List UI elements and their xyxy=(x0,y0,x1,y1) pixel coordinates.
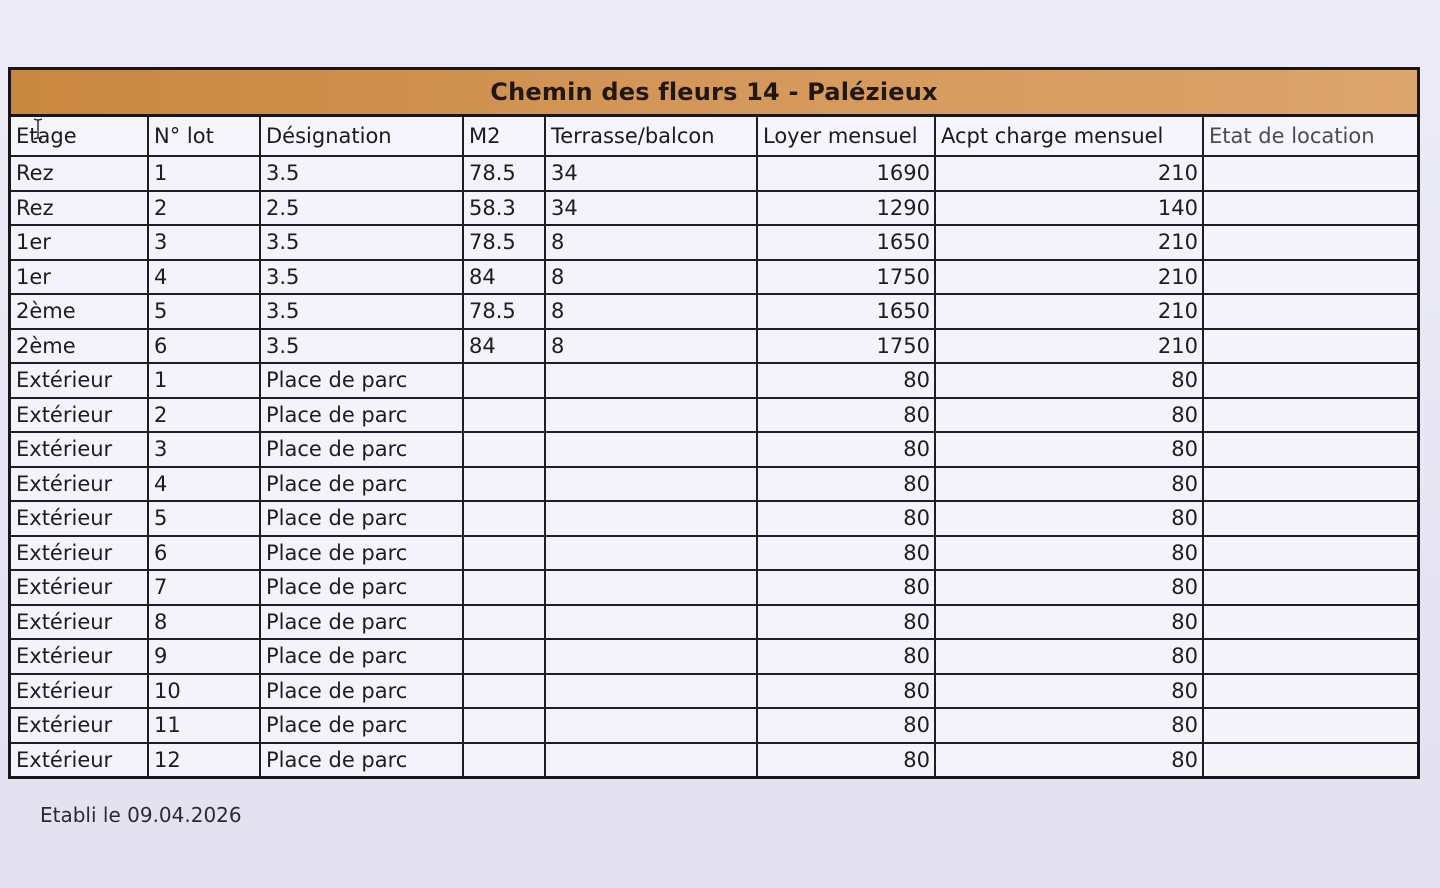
cell-m2[interactable] xyxy=(463,570,545,605)
cell-designation[interactable]: Place de parc xyxy=(260,639,463,674)
cell-m2[interactable]: 84 xyxy=(463,260,545,295)
cell-m2[interactable] xyxy=(463,674,545,709)
cell-charge[interactable]: 80 xyxy=(935,363,1203,398)
cell-etat[interactable] xyxy=(1203,639,1417,674)
cell-loyer[interactable]: 80 xyxy=(757,467,935,502)
table-body xyxy=(11,156,1417,776)
cell-etage[interactable]: 2ème xyxy=(11,329,148,364)
cell-lot[interactable]: 8 xyxy=(148,605,260,640)
cell-m2[interactable]: 78.5 xyxy=(463,225,545,260)
cell-etat[interactable] xyxy=(1203,156,1417,191)
cell-etage[interactable]: Extérieur xyxy=(11,363,148,398)
table-row xyxy=(11,398,1417,433)
cell-terrasse[interactable]: 8 xyxy=(545,260,757,295)
cell-charge[interactable]: 80 xyxy=(935,708,1203,743)
table-row xyxy=(11,156,1417,191)
cell-designation[interactable]: Place de parc xyxy=(260,363,463,398)
cell-etat[interactable] xyxy=(1203,501,1417,536)
cell-lot[interactable]: 11 xyxy=(148,708,260,743)
cell-terrasse[interactable] xyxy=(545,743,757,777)
table-row xyxy=(11,260,1417,295)
cell-m2[interactable] xyxy=(463,501,545,536)
cell-charge[interactable]: 210 xyxy=(935,260,1203,295)
cell-designation[interactable]: 3.5 xyxy=(260,156,463,191)
table-row xyxy=(11,294,1417,329)
cell-etat[interactable] xyxy=(1203,191,1417,226)
header-designation[interactable]: Désignation xyxy=(260,117,463,156)
cell-etage[interactable]: Extérieur xyxy=(11,674,148,709)
cell-loyer[interactable]: 80 xyxy=(757,605,935,640)
cell-charge[interactable]: 80 xyxy=(935,674,1203,709)
cell-designation[interactable]: Place de parc xyxy=(260,674,463,709)
cell-loyer[interactable]: 80 xyxy=(757,743,935,777)
cell-etat[interactable] xyxy=(1203,570,1417,605)
cell-designation[interactable]: Place de parc xyxy=(260,743,463,777)
cell-etat[interactable] xyxy=(1203,398,1417,433)
cell-etage[interactable]: Rez xyxy=(11,191,148,226)
cell-etage[interactable]: Extérieur xyxy=(11,398,148,433)
cell-charge[interactable]: 80 xyxy=(935,501,1203,536)
cell-designation[interactable]: Place de parc xyxy=(260,708,463,743)
cell-m2[interactable]: 58.3 xyxy=(463,191,545,226)
cell-charge[interactable]: 80 xyxy=(935,570,1203,605)
cell-loyer[interactable]: 80 xyxy=(757,432,935,467)
cell-loyer[interactable]: 1650 xyxy=(757,294,935,329)
table-row xyxy=(11,708,1417,743)
cell-loyer[interactable]: 1750 xyxy=(757,329,935,364)
cell-terrasse[interactable] xyxy=(545,605,757,640)
cell-terrasse[interactable] xyxy=(545,570,757,605)
cell-lot[interactable]: 12 xyxy=(148,743,260,777)
cell-etage[interactable]: Extérieur xyxy=(11,639,148,674)
cell-terrasse[interactable] xyxy=(545,398,757,433)
cell-loyer[interactable]: 1290 xyxy=(757,191,935,226)
header-etat[interactable]: Etat de location xyxy=(1203,117,1417,156)
cell-terrasse[interactable] xyxy=(545,467,757,502)
table-row xyxy=(11,432,1417,467)
cell-loyer[interactable]: 1650 xyxy=(757,225,935,260)
cell-m2[interactable] xyxy=(463,363,545,398)
cell-lot[interactable]: 4 xyxy=(148,467,260,502)
cell-terrasse[interactable] xyxy=(545,432,757,467)
cell-loyer[interactable]: 80 xyxy=(757,570,935,605)
cell-lot[interactable]: 3 xyxy=(148,225,260,260)
cell-terrasse[interactable] xyxy=(545,363,757,398)
cell-loyer[interactable]: 80 xyxy=(757,501,935,536)
cell-etage[interactable]: 2ème xyxy=(11,294,148,329)
cell-designation[interactable]: Place de parc xyxy=(260,501,463,536)
cell-terrasse[interactable]: 34 xyxy=(545,156,757,191)
cell-charge[interactable]: 210 xyxy=(935,156,1203,191)
cell-etat[interactable] xyxy=(1203,329,1417,364)
cell-lot[interactable]: 2 xyxy=(148,398,260,433)
cell-etage[interactable]: Extérieur xyxy=(11,708,148,743)
cell-designation[interactable]: 3.5 xyxy=(260,329,463,364)
cell-etat[interactable] xyxy=(1203,743,1417,777)
cell-etage[interactable]: Extérieur xyxy=(11,605,148,640)
header-lot[interactable]: N° lot xyxy=(148,117,260,156)
cell-etage[interactable]: Extérieur xyxy=(11,743,148,777)
cell-designation[interactable]: 3.5 xyxy=(260,260,463,295)
cell-loyer[interactable]: 80 xyxy=(757,363,935,398)
table-row xyxy=(11,501,1417,536)
cell-etat[interactable] xyxy=(1203,605,1417,640)
header-charge[interactable]: Acpt charge mensuel xyxy=(935,117,1203,156)
header-etage[interactable]: Etage xyxy=(11,117,148,156)
cell-lot[interactable]: 10 xyxy=(148,674,260,709)
cell-designation[interactable]: 3.5 xyxy=(260,225,463,260)
cell-etat[interactable] xyxy=(1203,708,1417,743)
cell-etage[interactable]: Extérieur xyxy=(11,432,148,467)
cell-lot[interactable]: 5 xyxy=(148,294,260,329)
table-row xyxy=(11,605,1417,640)
cell-etat[interactable] xyxy=(1203,260,1417,295)
table-title: Chemin des fleurs 14 - Palézieux xyxy=(11,70,1417,117)
cell-lot[interactable]: 1 xyxy=(148,156,260,191)
cell-loyer[interactable]: 80 xyxy=(757,708,935,743)
table-row xyxy=(11,639,1417,674)
cell-m2[interactable]: 78.5 xyxy=(463,156,545,191)
cell-charge[interactable]: 80 xyxy=(935,432,1203,467)
table-row xyxy=(11,674,1417,709)
cell-lot[interactable]: 6 xyxy=(148,329,260,364)
header-m2[interactable]: M2 xyxy=(463,117,545,156)
table-row xyxy=(11,329,1417,364)
cell-lot[interactable]: 4 xyxy=(148,260,260,295)
table-row xyxy=(11,536,1417,571)
cell-terrasse[interactable] xyxy=(545,708,757,743)
cell-lot[interactable]: 9 xyxy=(148,639,260,674)
cell-loyer[interactable]: 1690 xyxy=(757,156,935,191)
cell-lot[interactable]: 7 xyxy=(148,570,260,605)
cell-m2[interactable] xyxy=(463,743,545,777)
cell-lot[interactable]: 3 xyxy=(148,432,260,467)
cell-designation[interactable]: Place de parc xyxy=(260,398,463,433)
cell-terrasse[interactable] xyxy=(545,674,757,709)
cell-loyer[interactable]: 80 xyxy=(757,674,935,709)
cell-etage[interactable]: Rez xyxy=(11,156,148,191)
cell-lot[interactable]: 5 xyxy=(148,501,260,536)
cell-m2[interactable] xyxy=(463,605,545,640)
cell-etat[interactable] xyxy=(1203,225,1417,260)
cell-terrasse[interactable]: 8 xyxy=(545,329,757,364)
cell-loyer[interactable]: 80 xyxy=(757,639,935,674)
cell-etat[interactable] xyxy=(1203,363,1417,398)
cell-etage[interactable]: Extérieur xyxy=(11,501,148,536)
cell-terrasse[interactable] xyxy=(545,639,757,674)
cell-designation[interactable]: 3.5 xyxy=(260,294,463,329)
cell-lot[interactable]: 6 xyxy=(148,536,260,571)
cell-loyer[interactable]: 80 xyxy=(757,536,935,571)
table-row xyxy=(11,467,1417,502)
cell-m2[interactable] xyxy=(463,708,545,743)
cell-designation[interactable]: 2.5 xyxy=(260,191,463,226)
cell-loyer[interactable]: 80 xyxy=(757,398,935,433)
cell-etat[interactable] xyxy=(1203,467,1417,502)
cell-charge[interactable]: 140 xyxy=(935,191,1203,226)
table-row xyxy=(11,191,1417,226)
cell-lot[interactable]: 1 xyxy=(148,363,260,398)
cell-charge[interactable]: 80 xyxy=(935,536,1203,571)
cell-etat[interactable] xyxy=(1203,674,1417,709)
header-row xyxy=(11,117,1417,156)
cell-terrasse[interactable] xyxy=(545,501,757,536)
table-row xyxy=(11,363,1417,398)
table-row xyxy=(11,743,1417,777)
cell-etage[interactable]: 1er xyxy=(11,260,148,295)
cell-etat[interactable] xyxy=(1203,432,1417,467)
cell-charge[interactable]: 80 xyxy=(935,605,1203,640)
header-loyer[interactable]: Loyer mensuel xyxy=(757,117,935,156)
cell-designation[interactable]: Place de parc xyxy=(260,536,463,571)
cell-m2[interactable] xyxy=(463,432,545,467)
cell-terrasse[interactable]: 34 xyxy=(545,191,757,226)
cell-charge[interactable]: 210 xyxy=(935,294,1203,329)
cell-charge[interactable]: 210 xyxy=(935,225,1203,260)
cell-charge[interactable]: 80 xyxy=(935,398,1203,433)
cell-m2[interactable]: 84 xyxy=(463,329,545,364)
cell-etage[interactable]: 1er xyxy=(11,225,148,260)
cell-terrasse[interactable]: 8 xyxy=(545,294,757,329)
cell-m2[interactable] xyxy=(463,467,545,502)
cell-charge[interactable]: 80 xyxy=(935,639,1203,674)
cell-lot[interactable]: 2 xyxy=(148,191,260,226)
cell-etage[interactable]: Extérieur xyxy=(11,467,148,502)
cell-etage[interactable]: Extérieur xyxy=(11,570,148,605)
table-row xyxy=(11,225,1417,260)
established-date: Etabli le 09.04.2026 xyxy=(40,803,242,827)
cell-designation[interactable]: Place de parc xyxy=(260,570,463,605)
cell-etage[interactable]: Extérieur xyxy=(11,536,148,571)
cell-designation[interactable]: Place de parc xyxy=(260,467,463,502)
cell-m2[interactable]: 78.5 xyxy=(463,294,545,329)
cell-designation[interactable]: Place de parc xyxy=(260,432,463,467)
table-row xyxy=(11,570,1417,605)
cell-designation[interactable]: Place de parc xyxy=(260,605,463,640)
cell-m2[interactable] xyxy=(463,536,545,571)
rental-table xyxy=(11,117,1417,776)
cell-m2[interactable] xyxy=(463,398,545,433)
rental-table-sheet xyxy=(8,67,1420,779)
cell-terrasse[interactable]: 8 xyxy=(545,225,757,260)
cell-terrasse[interactable] xyxy=(545,536,757,571)
cell-m2[interactable] xyxy=(463,639,545,674)
cell-loyer[interactable]: 1750 xyxy=(757,260,935,295)
cell-charge[interactable]: 80 xyxy=(935,743,1203,777)
header-terrasse[interactable]: Terrasse/balcon xyxy=(545,117,757,156)
cell-charge[interactable]: 80 xyxy=(935,467,1203,502)
cell-etat[interactable] xyxy=(1203,294,1417,329)
cell-charge[interactable]: 210 xyxy=(935,329,1203,364)
cell-etat[interactable] xyxy=(1203,536,1417,571)
